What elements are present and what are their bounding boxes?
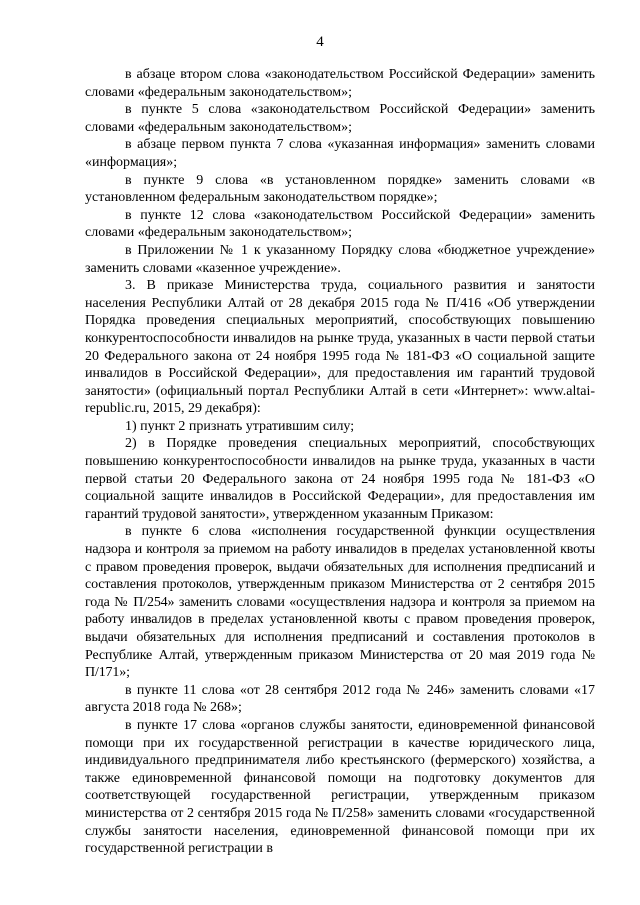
paragraph: в Приложении № 1 к указанному Порядку слова «бюджетное учреждение» заменить словами «казенное учреждение». [85, 242, 595, 276]
paragraph: в пункте 5 слова «законодательством Российской Федерации» заменить словами «федеральным законодательством»; [85, 102, 595, 135]
paragraph: 3. В приказе Министерства труда, социального развития и занятости населения Республики Алтай от 28 декабря 2015 года № П/416 «Об утверждении Порядка проведения специальных мероприятий, способствующих повышению конкурентоспособности инвалидов на рынке труда, указанных в части первой статьи 20 Федерального закона от 24 ноября 1995 года № 181-ФЗ «О социальной защите инвалидов в Российской Федерации», для предоставления им гарантий трудовой занятости» (официальный портал Республики Алтай в сети «Интернет»: www.altai-republic.ru, 2015, 29 декабря): [85, 278, 595, 417]
paragraph: 2) в Порядке проведения специальных мероприятий, способствующих повышению конкурентоспособности инвалидов на рынке труда, указанных в части первой статьи 20 Федерального закона от 24 ноября 1995 года № 181-ФЗ «О социальной защите инвалидов в Российской Федерации», для предоставления им гарантий трудовой занятости», утвержденном указанным Приказом: [85, 436, 595, 522]
paragraph: в абзаце первом пункта 7 слова «указанная информация» заменить словами «информация»; [85, 137, 595, 170]
paragraph: в пункте 12 слова «законодательством Российской Федерации» заменить словами «федеральным законодательством»; [85, 207, 595, 241]
paragraph: в пункте 9 слова «в установленном порядке» заменить словами «в установленном федеральным законодательством порядке»; [85, 172, 595, 206]
paragraph: 1) пункт 2 признать утратившим силу; [125, 418, 355, 434]
page-number: 4 [316, 34, 324, 50]
paragraph: в абзаце втором слова «законодательством Российской Федерации» заменить словами «федеральным законодательством»; [85, 67, 595, 100]
paragraph: в пункте 17 слова «органов службы занятости, единовременной финансовой помощи при их государственной регистрации в качестве юридического лица, индивидуального предпринимателя либо крестьянского (фермерского) хозяйства, а также единовременной финансовой помощи на подготовку документов для соответствующей государственной регистрации, утвержденным приказом министерства от 2 сентября 2015 года № П/258» заменить словами «государственной службы занятости населения, единовременной финансовой помощи при их государственной регистрации в [85, 717, 595, 857]
document-body [85, 66, 595, 858]
paragraph: в пункте 6 слова «исполнения государственной функции осуществления надзора и контроля за приемом на работу инвалидов в пределах установленной квоты с правом проведения проверок, выдачи обязательных для исполнения предписаний и составления протоколов, утвержденным приказом Министерства от 2 сентября 2015 года № П/254» заменить словами «осуществления надзора и контроля за приемом на работу инвалидов в пределах установленной квоты с правом проведения проверок, выдачи обязательных для исполнения предписаний и составления протоколов в Республике Алтай, утвержденным приказом Министерства от 20 мая 2019 года № П/171»; [85, 524, 595, 681]
paragraph: в пункте 11 слова «от 28 сентября 2012 года № 246» заменить словами «17 августа 2018 года № 268»; [85, 682, 595, 716]
